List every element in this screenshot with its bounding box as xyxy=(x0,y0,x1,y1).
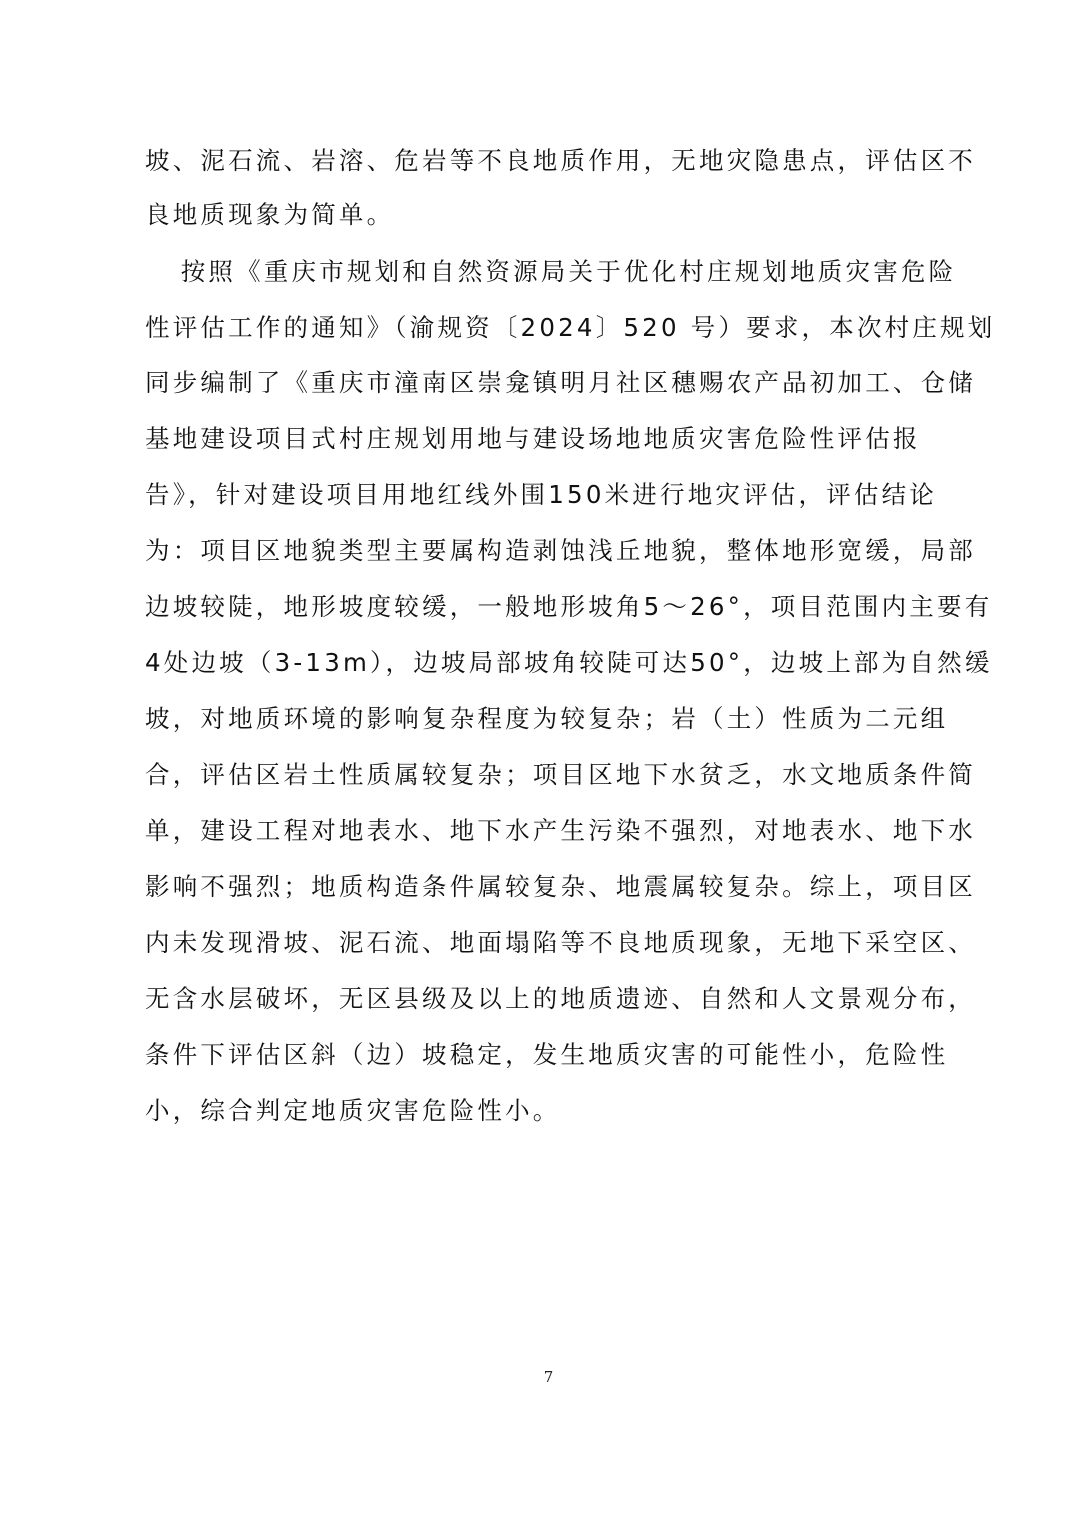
text-line: 内未发现滑坡、泥石流、地面塌陷等不良地质现象，无地下采空区、 xyxy=(145,928,976,957)
text-line: 合，评估区岩土性质属较复杂；项目区地下水贫乏，水文地质条件简 xyxy=(145,760,976,789)
text-line: 影响不强烈；地质构造条件属较复杂、地震属较复杂。综上，项目区 xyxy=(145,872,976,901)
text-line: 良地质现象为简单。 xyxy=(145,200,395,229)
page-number: 7 xyxy=(543,1368,554,1386)
text-line: 条件下评估区斜（边）坡稳定，发生地质灾害的可能性小，危险性 xyxy=(145,1040,949,1069)
text-line: 同步编制了《重庆市潼南区崇龛镇明月社区穗赐农产品初加工、仓储 xyxy=(145,368,976,397)
text-line: 单，建设工程对地表水、地下水产生污染不强烈，对地表水、地下水 xyxy=(145,816,976,845)
text-line: 边坡较陡，地形坡度较缓，一般地形坡角5～26°，项目范围内主要有 xyxy=(145,592,993,621)
paragraph-start-line: 按照《重庆市规划和自然资源局关于优化村庄规划地质灾害危险 xyxy=(153,257,957,286)
text-line: 为：项目区地貌类型主要属构造剥蚀浅丘地貌，整体地形宽缓，局部 xyxy=(145,536,976,565)
text-line: 小，综合判定地质灾害危险性小。 xyxy=(145,1096,561,1125)
text-line: 无含水层破坏，无区县级及以上的地质遗迹、自然和人文景观分布， xyxy=(145,984,976,1013)
text-line: 坡，对地质环境的影响复杂程度为较复杂；岩（土）性质为二元组 xyxy=(145,704,949,733)
text-line: 基地建设项目式村庄规划用地与建设场地地质灾害危险性评估报 xyxy=(145,424,921,453)
text-line: 告》，针对建设项目用地红线外围150米进行地灾评估，评估结论 xyxy=(145,480,938,509)
text-line: 4处边坡（3-13m），边坡局部坡角较陡可达50°，边坡上部为自然缓 xyxy=(145,648,993,677)
text-line: 坡、泥石流、岩溶、危岩等不良地质作用，无地灾隐患点，评估区不 xyxy=(145,146,976,175)
text-line: 性评估工作的通知》（渝规资〔2024〕520 号）要求，本次村庄规划 xyxy=(145,313,996,342)
